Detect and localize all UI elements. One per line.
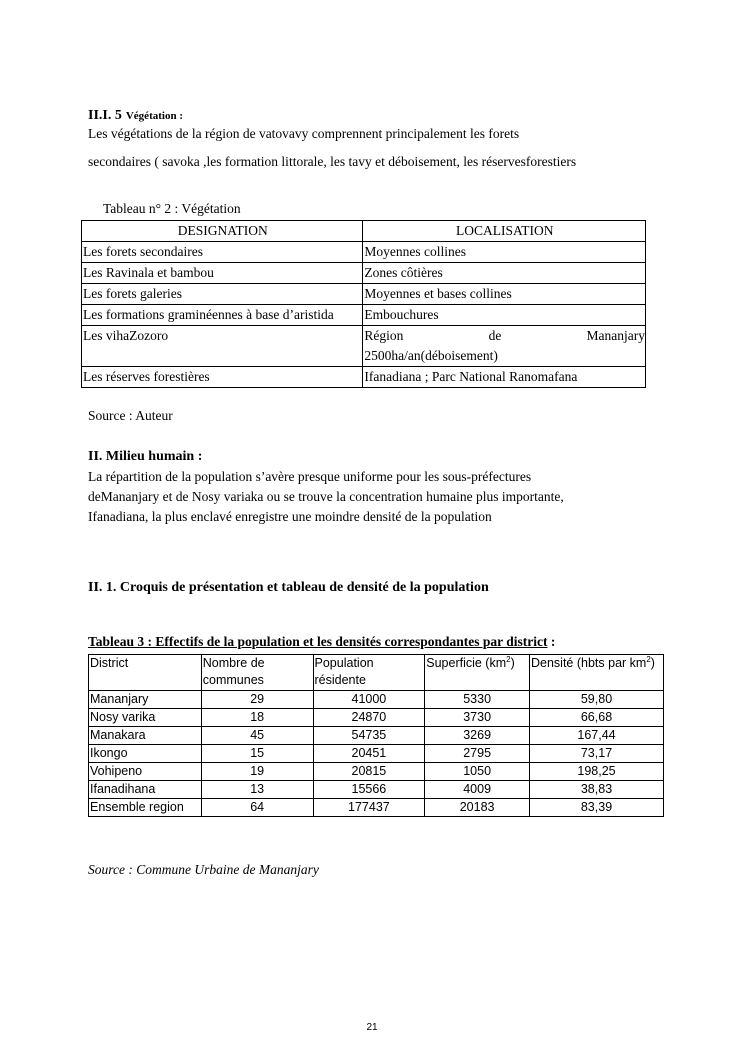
table-row [89, 709, 664, 727]
header-text: Densité (hbts par km [531, 656, 647, 670]
cell-localisation: Moyennes et bases collines [363, 284, 646, 305]
cell-designation: Les forets secondaires [82, 242, 363, 263]
cell-text: de [488, 328, 502, 343]
column-header-designation: DESIGNATION [82, 221, 363, 242]
cell-communes: 13 [201, 781, 313, 799]
cell-designation: Les réserves forestières [82, 367, 363, 388]
cell-communes: 15 [201, 745, 313, 763]
table-row [82, 367, 646, 388]
cell-designation: Les formations graminéennes à base d’aristida [82, 305, 363, 326]
cell-designation: Les Ravinala et bambou [82, 263, 363, 284]
cell-densite: 167,44 [530, 727, 664, 745]
table-row [82, 242, 646, 263]
column-header-localisation: LOCALISATION [363, 221, 646, 242]
cell-communes: 64 [201, 799, 313, 817]
cell-population: 15566 [313, 781, 425, 799]
cell-densite: 66,68 [530, 709, 664, 727]
page-number: 21 [366, 1022, 378, 1033]
cell-communes: 29 [201, 691, 313, 709]
section-croquis-title: II. 1. Croquis de présentation et tableau de densité de la population [88, 580, 489, 595]
cell-text: Mananjary [586, 328, 645, 343]
cell-densite: 38,83 [530, 781, 664, 799]
cell-superficie: 20183 [425, 799, 530, 817]
cell-localisation [363, 326, 646, 367]
table-row [82, 263, 646, 284]
table-row [82, 326, 646, 367]
cell-district: Nosy varika [89, 709, 202, 727]
table3-caption: Tableau 3 : Effectifs de la population et les densités correspondantes par district [88, 634, 548, 649]
table-row [89, 763, 664, 781]
cell-text: Région [364, 328, 404, 343]
cell-superficie: 1050 [425, 763, 530, 781]
humain-paragraph-line-3: Ifanadiana, la plus enclavé enregistre une moindre densité de la population [88, 509, 492, 524]
column-header-population [313, 655, 425, 691]
column-header-superficie [425, 655, 530, 691]
cell-population: 20815 [313, 763, 425, 781]
cell-superficie: 4009 [425, 781, 530, 799]
section-title: Végétation : [125, 110, 183, 122]
cell-superficie: 2795 [425, 745, 530, 763]
cell-designation: Les forets galeries [82, 284, 363, 305]
table-row [82, 284, 646, 305]
cell-communes: 45 [201, 727, 313, 745]
cell-designation: Les vihaZozoro [82, 326, 363, 367]
table2-source: Source : Auteur [88, 408, 173, 423]
header-text: District [90, 656, 129, 670]
table3-caption-colon: : [547, 634, 556, 649]
population-density-table [88, 654, 664, 817]
cell-district: Ifanadihana [89, 781, 202, 799]
cell-localisation: Zones côtières [363, 263, 646, 284]
header-text: Population [314, 656, 374, 670]
cell-localisation: Ifanadiana ; Parc National Ranomafana [363, 367, 646, 388]
column-header-densite [530, 655, 664, 691]
cell-densite: 198,25 [530, 763, 664, 781]
cell-communes: 18 [201, 709, 313, 727]
vegetation-table [81, 220, 646, 388]
cell-communes: 19 [201, 763, 313, 781]
cell-text: 2500ha/an(déboisement) [364, 348, 498, 363]
cell-population: 24870 [313, 709, 425, 727]
table2-caption: Tableau n° 2 : Végétation [103, 201, 241, 216]
table-row [89, 727, 664, 745]
table3-caption-line [88, 632, 555, 652]
table3-source: Source : Commune Urbaine de Mananjary [88, 862, 319, 877]
vegetation-paragraph-line-1: Les végétations de la région de vatovavy comprennent principalement les forets [88, 126, 520, 141]
superscript: 2 [506, 655, 511, 664]
table-row [89, 745, 664, 763]
table-row [89, 691, 664, 709]
header-text: ) [650, 656, 655, 670]
cell-densite: 83,39 [530, 799, 664, 817]
cell-population: 54735 [313, 727, 425, 745]
table-header-row [89, 655, 664, 691]
cell-superficie: 5330 [425, 691, 530, 709]
vegetation-paragraph-line-2: secondaires ( savoka ,les formation littorale, les tavy et déboisement, les réservesforestiers [88, 154, 577, 169]
cell-district: Mananjary [89, 691, 202, 709]
cell-superficie: 3730 [425, 709, 530, 727]
cell-localisation: Moyennes collines [363, 242, 646, 263]
header-text: Nombre de [202, 656, 265, 670]
cell-densite: 73,17 [530, 745, 664, 763]
table-row [89, 781, 664, 799]
section-vegetation-title [88, 106, 183, 124]
humain-paragraph-line-1: La répartition de la population s’avère presque uniforme pour les sous-préfectures [88, 469, 532, 484]
header-text: communes [202, 673, 264, 687]
localisation-justified-line [364, 326, 645, 346]
cell-population: 177437 [313, 799, 425, 817]
section-humain-title: II. Milieu humain : [88, 449, 203, 464]
column-header-communes [201, 655, 313, 691]
cell-district: Ikongo [89, 745, 202, 763]
table-row [89, 799, 664, 817]
cell-localisation: Embouchures [363, 305, 646, 326]
header-text: Superficie (km [426, 656, 507, 670]
cell-densite: 59,80 [530, 691, 664, 709]
table-row [82, 305, 646, 326]
cell-district: Ensemble region [89, 799, 202, 817]
section-number: II.I. 5 [88, 108, 122, 123]
column-header-district [89, 655, 202, 691]
header-text: ) [510, 656, 515, 670]
humain-paragraph-line-2: deMananjary et de Nosy variaka ou se trouve la concentration humaine plus importante, [88, 489, 564, 504]
table-header-row [82, 221, 646, 242]
header-text: résidente [314, 673, 366, 687]
cell-population: 20451 [313, 745, 425, 763]
cell-district: Vohipeno [89, 763, 202, 781]
cell-population: 41000 [313, 691, 425, 709]
cell-district: Manakara [89, 727, 202, 745]
superscript: 2 [646, 655, 651, 664]
cell-superficie: 3269 [425, 727, 530, 745]
